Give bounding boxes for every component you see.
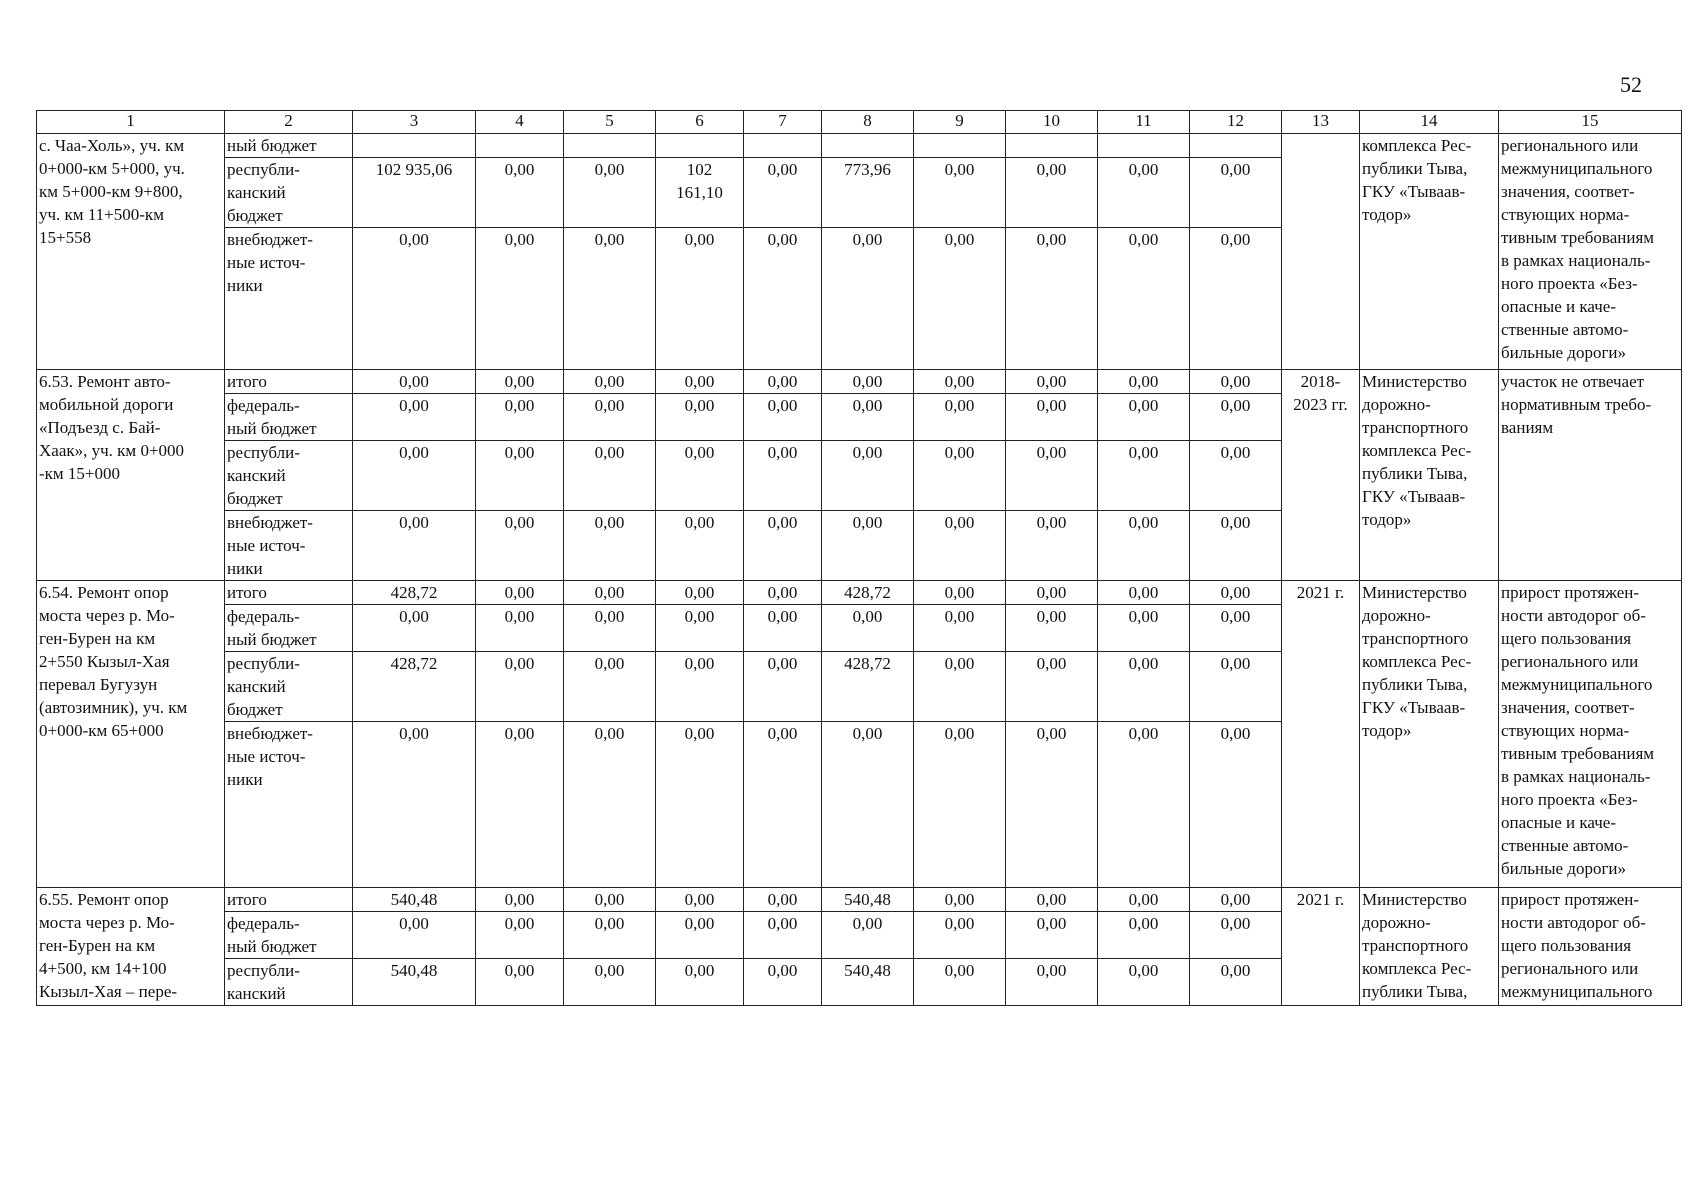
amount-cell: 0,00 bbox=[744, 370, 822, 394]
amount-cell bbox=[914, 134, 1006, 158]
funding-source: республи- канский bbox=[225, 959, 353, 1006]
amount-cell: 0,00 bbox=[476, 959, 564, 1006]
amount-cell: 0,00 bbox=[1098, 441, 1190, 511]
funding-source: республи- канский бюджет bbox=[225, 158, 353, 228]
amount-cell: 0,00 bbox=[744, 912, 822, 959]
funding-source: ный бюджет bbox=[225, 134, 353, 158]
period-cell: 2018- 2023 гг. bbox=[1282, 370, 1360, 581]
amount-cell: 0,00 bbox=[1006, 370, 1098, 394]
page-number: 52 bbox=[1620, 72, 1642, 97]
result-cell: участок не отвечает нормативным требо- ваниям bbox=[1499, 370, 1682, 581]
amount-cell: 0,00 bbox=[1190, 511, 1282, 581]
column-number: 11 bbox=[1098, 111, 1190, 134]
amount-cell: 0,00 bbox=[1190, 581, 1282, 605]
executor-cell: комплекса Рес- публики Тыва, ГКУ «Тываав- тодор» bbox=[1360, 134, 1499, 370]
amount-cell: 540,48 bbox=[822, 959, 914, 1006]
amount-cell: 428,72 bbox=[353, 581, 476, 605]
funding-source: республи- канский бюджет bbox=[225, 652, 353, 722]
amount-cell bbox=[1190, 134, 1282, 158]
amount-cell: 0,00 bbox=[564, 652, 656, 722]
amount-cell: 0,00 bbox=[914, 158, 1006, 228]
column-number: 10 bbox=[1006, 111, 1098, 134]
column-number: 8 bbox=[822, 111, 914, 134]
amount-cell: 0,00 bbox=[656, 394, 744, 441]
amount-cell: 0,00 bbox=[353, 912, 476, 959]
budget-table bbox=[36, 110, 1682, 1006]
amount-cell: 0,00 bbox=[744, 394, 822, 441]
amount-cell: 0,00 bbox=[476, 441, 564, 511]
amount-cell: 0,00 bbox=[353, 394, 476, 441]
amount-cell bbox=[476, 134, 564, 158]
amount-cell: 0,00 bbox=[656, 441, 744, 511]
amount-cell: 0,00 bbox=[822, 511, 914, 581]
amount-cell: 0,00 bbox=[744, 888, 822, 912]
amount-cell: 0,00 bbox=[914, 441, 1006, 511]
amount-cell: 0,00 bbox=[476, 652, 564, 722]
amount-cell: 0,00 bbox=[1098, 511, 1190, 581]
amount-cell: 0,00 bbox=[1006, 228, 1098, 370]
amount-cell: 0,00 bbox=[1098, 959, 1190, 1006]
amount-cell: 0,00 bbox=[1006, 912, 1098, 959]
column-number: 4 bbox=[476, 111, 564, 134]
amount-cell bbox=[744, 134, 822, 158]
column-number: 14 bbox=[1360, 111, 1499, 134]
amount-cell: 0,00 bbox=[1006, 581, 1098, 605]
amount-cell: 0,00 bbox=[1006, 511, 1098, 581]
amount-cell: 0,00 bbox=[1006, 652, 1098, 722]
funding-source: федераль- ный бюджет bbox=[225, 605, 353, 652]
row-label: 6.54. Ремонт опор моста через р. Мо- ген-Бурен на км 2+550 Кызыл-Хая перевал Бугузун (автозимник), уч. км 0+000-км 65+000 bbox=[37, 581, 225, 888]
amount-cell: 0,00 bbox=[564, 959, 656, 1006]
amount-cell: 0,00 bbox=[914, 605, 1006, 652]
column-number: 6 bbox=[656, 111, 744, 134]
amount-cell: 0,00 bbox=[744, 511, 822, 581]
amount-cell: 0,00 bbox=[564, 511, 656, 581]
result-cell: прирост протяжен- ности автодорог об- щего пользования регионального или межмуниципального значения, соответ- ствующих норма- тивным требованиям в рамках националь- ного проекта «Без- опасные и каче- ственные автомо- бильные дороги» bbox=[1499, 581, 1682, 888]
amount-cell: 0,00 bbox=[1190, 394, 1282, 441]
amount-cell: 0,00 bbox=[1190, 959, 1282, 1006]
column-number: 12 bbox=[1190, 111, 1282, 134]
funding-source: итого bbox=[225, 581, 353, 605]
table-row bbox=[37, 370, 1682, 394]
amount-cell: 0,00 bbox=[744, 722, 822, 888]
amount-cell: 0,00 bbox=[476, 511, 564, 581]
column-number: 7 bbox=[744, 111, 822, 134]
amount-cell: 0,00 bbox=[476, 581, 564, 605]
amount-cell: 0,00 bbox=[1190, 888, 1282, 912]
amount-cell: 0,00 bbox=[1006, 959, 1098, 1006]
amount-cell bbox=[564, 134, 656, 158]
funding-source: внебюджет- ные источ- ники bbox=[225, 722, 353, 888]
amount-cell: 0,00 bbox=[1190, 441, 1282, 511]
amount-cell: 0,00 bbox=[656, 511, 744, 581]
amount-cell: 102 161,10 bbox=[656, 158, 744, 228]
amount-cell: 0,00 bbox=[744, 228, 822, 370]
continuation-row bbox=[37, 134, 1682, 158]
amount-cell: 0,00 bbox=[914, 511, 1006, 581]
amount-cell: 0,00 bbox=[564, 888, 656, 912]
amount-cell: 0,00 bbox=[1006, 394, 1098, 441]
amount-cell: 0,00 bbox=[822, 722, 914, 888]
amount-cell: 0,00 bbox=[822, 370, 914, 394]
funding-source: внебюджет- ные источ- ники bbox=[225, 228, 353, 370]
amount-cell: 0,00 bbox=[914, 394, 1006, 441]
amount-cell: 0,00 bbox=[353, 370, 476, 394]
amount-cell: 0,00 bbox=[353, 228, 476, 370]
amount-cell: 0,00 bbox=[1190, 912, 1282, 959]
amount-cell: 0,00 bbox=[914, 959, 1006, 1006]
amount-cell: 0,00 bbox=[353, 722, 476, 888]
table-row bbox=[37, 888, 1682, 912]
amount-cell: 0,00 bbox=[564, 722, 656, 888]
amount-cell: 540,48 bbox=[353, 959, 476, 1006]
amount-cell: 0,00 bbox=[822, 394, 914, 441]
amount-cell: 0,00 bbox=[822, 228, 914, 370]
amount-cell: 0,00 bbox=[1006, 605, 1098, 652]
amount-cell: 0,00 bbox=[1190, 228, 1282, 370]
executor-cell: Министерство дорожно- транспортного комплекса Рес- публики Тыва, bbox=[1360, 888, 1499, 1006]
amount-cell bbox=[353, 134, 476, 158]
amount-cell: 0,00 bbox=[744, 581, 822, 605]
table-body bbox=[37, 134, 1682, 1006]
column-number: 13 bbox=[1282, 111, 1360, 134]
amount-cell: 0,00 bbox=[1006, 888, 1098, 912]
amount-cell: 0,00 bbox=[1098, 394, 1190, 441]
amount-cell: 0,00 bbox=[1190, 652, 1282, 722]
amount-cell: 0,00 bbox=[1098, 912, 1190, 959]
amount-cell: 0,00 bbox=[1006, 441, 1098, 511]
amount-cell: 0,00 bbox=[476, 605, 564, 652]
column-number: 3 bbox=[353, 111, 476, 134]
amount-cell: 0,00 bbox=[744, 605, 822, 652]
amount-cell: 0,00 bbox=[353, 441, 476, 511]
column-number: 15 bbox=[1499, 111, 1682, 134]
amount-cell: 428,72 bbox=[353, 652, 476, 722]
column-number-row bbox=[37, 111, 1682, 134]
amount-cell: 0,00 bbox=[1098, 581, 1190, 605]
amount-cell: 0,00 bbox=[656, 605, 744, 652]
amount-cell: 0,00 bbox=[564, 605, 656, 652]
amount-cell: 0,00 bbox=[1098, 888, 1190, 912]
amount-cell: 0,00 bbox=[914, 722, 1006, 888]
amount-cell: 0,00 bbox=[744, 158, 822, 228]
amount-cell: 0,00 bbox=[822, 441, 914, 511]
amount-cell: 0,00 bbox=[1098, 722, 1190, 888]
amount-cell: 0,00 bbox=[476, 394, 564, 441]
amount-cell: 0,00 bbox=[656, 722, 744, 888]
amount-cell: 0,00 bbox=[476, 912, 564, 959]
column-number: 2 bbox=[225, 111, 353, 134]
funding-source: итого bbox=[225, 888, 353, 912]
amount-cell bbox=[1006, 134, 1098, 158]
amount-cell: 0,00 bbox=[1006, 722, 1098, 888]
table-row bbox=[37, 581, 1682, 605]
amount-cell: 773,96 bbox=[822, 158, 914, 228]
row-label: 6.55. Ремонт опор моста через р. Мо- ген-Бурен на км 4+500, км 14+100 Кызыл-Хая – пере- bbox=[37, 888, 225, 1006]
amount-cell: 0,00 bbox=[1098, 228, 1190, 370]
amount-cell: 0,00 bbox=[1190, 605, 1282, 652]
amount-cell: 0,00 bbox=[353, 605, 476, 652]
funding-source: итого bbox=[225, 370, 353, 394]
amount-cell bbox=[822, 134, 914, 158]
row-label: с. Чаа-Холь», уч. км 0+000-км 5+000, уч. км 5+000-км 9+800, уч. км 11+500-км 15+558 bbox=[37, 134, 225, 370]
amount-cell: 0,00 bbox=[744, 959, 822, 1006]
column-number: 5 bbox=[564, 111, 656, 134]
amount-cell: 0,00 bbox=[564, 912, 656, 959]
amount-cell: 0,00 bbox=[656, 228, 744, 370]
amount-cell: 0,00 bbox=[656, 912, 744, 959]
amount-cell: 0,00 bbox=[476, 888, 564, 912]
funding-source: внебюджет- ные источ- ники bbox=[225, 511, 353, 581]
row-label: 6.53. Ремонт авто- мобильной дороги «Подъезд с. Бай- Хаак», уч. км 0+000 -км 15+000 bbox=[37, 370, 225, 581]
amount-cell bbox=[1098, 134, 1190, 158]
amount-cell: 0,00 bbox=[822, 605, 914, 652]
amount-cell: 0,00 bbox=[914, 228, 1006, 370]
amount-cell: 0,00 bbox=[476, 370, 564, 394]
amount-cell: 0,00 bbox=[656, 581, 744, 605]
period-cell: 2021 г. bbox=[1282, 888, 1360, 1006]
executor-cell: Министерство дорожно- транспортного комплекса Рес- публики Тыва, ГКУ «Тываав- тодор» bbox=[1360, 370, 1499, 581]
amount-cell: 0,00 bbox=[476, 228, 564, 370]
amount-cell: 540,48 bbox=[353, 888, 476, 912]
amount-cell: 0,00 bbox=[914, 652, 1006, 722]
amount-cell: 0,00 bbox=[744, 652, 822, 722]
amount-cell: 0,00 bbox=[1098, 605, 1190, 652]
amount-cell: 0,00 bbox=[564, 394, 656, 441]
amount-cell: 0,00 bbox=[656, 959, 744, 1006]
amount-cell: 428,72 bbox=[822, 581, 914, 605]
result-cell: регионального или межмуниципального значения, соответ- ствующих норма- тивным требованиям в рамках националь- ного проекта «Без- опасные и каче- ственные автомо- бильные дороги» bbox=[1499, 134, 1682, 370]
amount-cell bbox=[656, 134, 744, 158]
amount-cell: 540,48 bbox=[822, 888, 914, 912]
amount-cell: 0,00 bbox=[1190, 722, 1282, 888]
period-cell: 2021 г. bbox=[1282, 581, 1360, 888]
executor-cell: Министерство дорожно- транспортного комплекса Рес- публики Тыва, ГКУ «Тываав- тодор» bbox=[1360, 581, 1499, 888]
amount-cell: 0,00 bbox=[476, 722, 564, 888]
period-cell bbox=[1282, 134, 1360, 370]
amount-cell: 0,00 bbox=[1190, 158, 1282, 228]
funding-source: федераль- ный бюджет bbox=[225, 912, 353, 959]
result-cell: прирост протяжен- ности автодорог об- щего пользования регионального или межмуниципального bbox=[1499, 888, 1682, 1006]
amount-cell: 428,72 bbox=[822, 652, 914, 722]
amount-cell: 0,00 bbox=[1098, 370, 1190, 394]
amount-cell: 0,00 bbox=[656, 370, 744, 394]
amount-cell: 0,00 bbox=[353, 511, 476, 581]
amount-cell: 0,00 bbox=[744, 441, 822, 511]
amount-cell: 0,00 bbox=[914, 912, 1006, 959]
amount-cell: 0,00 bbox=[564, 370, 656, 394]
amount-cell: 0,00 bbox=[564, 158, 656, 228]
funding-source: республи- канский бюджет bbox=[225, 441, 353, 511]
amount-cell: 0,00 bbox=[564, 228, 656, 370]
column-number: 1 bbox=[37, 111, 225, 134]
amount-cell: 0,00 bbox=[656, 888, 744, 912]
amount-cell: 0,00 bbox=[1098, 158, 1190, 228]
amount-cell: 0,00 bbox=[1006, 158, 1098, 228]
amount-cell: 0,00 bbox=[914, 581, 1006, 605]
amount-cell: 0,00 bbox=[564, 581, 656, 605]
amount-cell: 0,00 bbox=[822, 912, 914, 959]
amount-cell: 0,00 bbox=[476, 158, 564, 228]
amount-cell: 0,00 bbox=[564, 441, 656, 511]
funding-source: федераль- ный бюджет bbox=[225, 394, 353, 441]
amount-cell: 0,00 bbox=[914, 370, 1006, 394]
amount-cell: 0,00 bbox=[914, 888, 1006, 912]
amount-cell: 0,00 bbox=[1098, 652, 1190, 722]
amount-cell: 0,00 bbox=[1190, 370, 1282, 394]
amount-cell: 102 935,06 bbox=[353, 158, 476, 228]
amount-cell: 0,00 bbox=[656, 652, 744, 722]
column-number: 9 bbox=[914, 111, 1006, 134]
